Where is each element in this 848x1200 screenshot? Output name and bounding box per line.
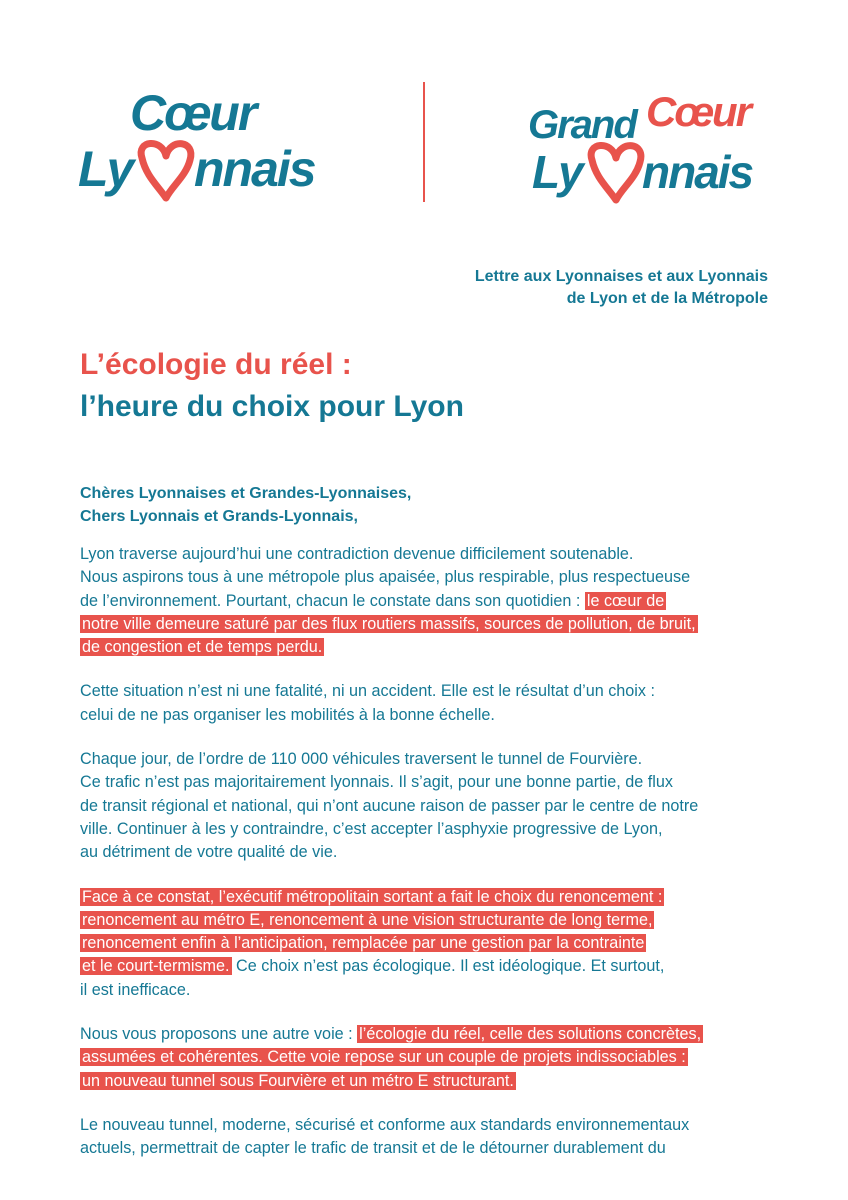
logo-right-coeur: Cœur <box>646 88 750 135</box>
text-line <box>80 636 780 659</box>
highlighted-text: Face à ce constat, l’exécutif métropolitain sortant a fait le choix du renoncement : <box>82 887 663 906</box>
heart-icon <box>591 145 641 200</box>
paragraph-2 <box>80 680 780 727</box>
paragraph-3 <box>80 748 780 864</box>
text-line <box>80 613 780 636</box>
paragraph-1 <box>80 543 780 659</box>
logo-left-line2a: Ly <box>78 141 133 197</box>
greeting-line: Chers Lyonnais et Grands-Lyonnais, <box>80 508 358 525</box>
highlighted-text: notre ville demeure saturé par des flux routiers massifs, sources de pollution, de bruit, <box>82 614 696 633</box>
text-line: ville. Continuer à les y contraindre, c’est accepter l’asphyxie progressive de Lyon, <box>80 819 663 838</box>
text-line: celui de ne pas organiser les mobilités à la bonne échelle. <box>80 705 495 724</box>
page-title <box>80 344 464 428</box>
text-line: Ce trafic n’est pas majoritairement lyonnais. Il s’agit, pour une bonne partie, de flux <box>80 773 673 792</box>
logo-left-line1: Cœur <box>130 85 256 141</box>
text-line: Cette situation n’est ni une fatalité, ni un accident. Elle est le résultat d’un choix : <box>80 682 655 701</box>
text-line: Nous aspirons tous à une métropole plus apaisée, plus respirable, plus respectueuse <box>80 568 691 587</box>
greeting-line: Chères Lyonnaises et Grandes-Lyonnaises, <box>80 485 412 502</box>
title-line-1: L’écologie du réel : <box>80 348 352 381</box>
coeur-lyonnais-logo <box>78 78 328 208</box>
address-line: de Lyon et de la Métropole <box>566 290 768 307</box>
highlighted-text: et le court-termisme. <box>82 957 230 976</box>
coeur-lyonnais-logo-graphic <box>78 78 328 208</box>
text-line: Le nouveau tunnel, moderne, sécurisé et conforme aux standards environnementaux <box>80 1115 690 1134</box>
text-line <box>80 955 780 978</box>
paragraph-6 <box>80 1114 780 1161</box>
letter-address <box>475 266 768 310</box>
grand-coeur-lyonnais-logo <box>522 78 772 208</box>
logo-right-line2b: nnais <box>642 146 753 198</box>
text-segment: Ce choix n’est pas écologique. Il est idéologique. Et surtout, <box>231 957 665 976</box>
text-line <box>80 886 780 909</box>
text-line: actuels, permettrait de capter le trafic de transit et de le détourner durablement du <box>80 1139 666 1158</box>
greeting <box>80 482 411 528</box>
text-line <box>80 1023 780 1046</box>
text-segment: Nous vous proposons une autre voie : <box>80 1025 358 1044</box>
text-line <box>80 909 780 932</box>
highlighted-text: un nouveau tunnel sous Fourvière et un métro E structurant. <box>82 1071 514 1090</box>
letter-body <box>80 543 780 1182</box>
text-line <box>80 590 780 613</box>
highlighted-text: renoncement enfin à l’anticipation, remplacée par une gestion par la contrainte <box>82 934 645 953</box>
highlighted-text: l’écologie du réel, celle des solutions concrètes, <box>359 1025 702 1044</box>
highlighted-text: le cœur de <box>586 591 665 610</box>
address-line: Lettre aux Lyonnaises et aux Lyonnais <box>474 268 768 285</box>
text-line: au détriment de votre qualité de vie. <box>80 843 338 862</box>
text-line: Chaque jour, de l’ordre de 110 000 véhicules traversent le tunnel de Fourvière. <box>80 750 643 769</box>
text-line: il est inefficace. <box>80 980 191 999</box>
paragraph-4 <box>80 886 780 1002</box>
logo-divider <box>423 82 425 202</box>
title-line-2: l’heure du choix pour Lyon <box>80 390 464 423</box>
text-segment: de l’environnement. Pourtant, chacun le constate dans son quotidien : <box>80 591 585 610</box>
text-line <box>80 1046 780 1069</box>
text-line <box>80 932 780 955</box>
text-line: de transit régional et national, qui n’ont aucune raison de passer par le centre de notre <box>80 796 699 815</box>
text-line: Lyon traverse aujourd’hui une contradiction devenue difficilement soutenable. <box>80 545 634 563</box>
text-line <box>80 1070 780 1093</box>
highlighted-text: de congestion et de temps perdu. <box>82 638 323 657</box>
logo-left-line2b: nnais <box>194 141 315 197</box>
logo-right-grand: Grand <box>528 103 636 147</box>
paragraph-5 <box>80 1023 780 1093</box>
highlighted-text: assumées et cohérentes. Cette voie repose sur un couple de projets indissociables : <box>82 1048 686 1067</box>
grand-coeur-lyonnais-logo-graphic <box>522 78 772 208</box>
logo-right-line2a: Ly <box>532 146 582 198</box>
heart-icon <box>141 143 191 198</box>
highlighted-text: renoncement au métro E, renoncement à une vision structurante de long terme, <box>82 910 653 929</box>
